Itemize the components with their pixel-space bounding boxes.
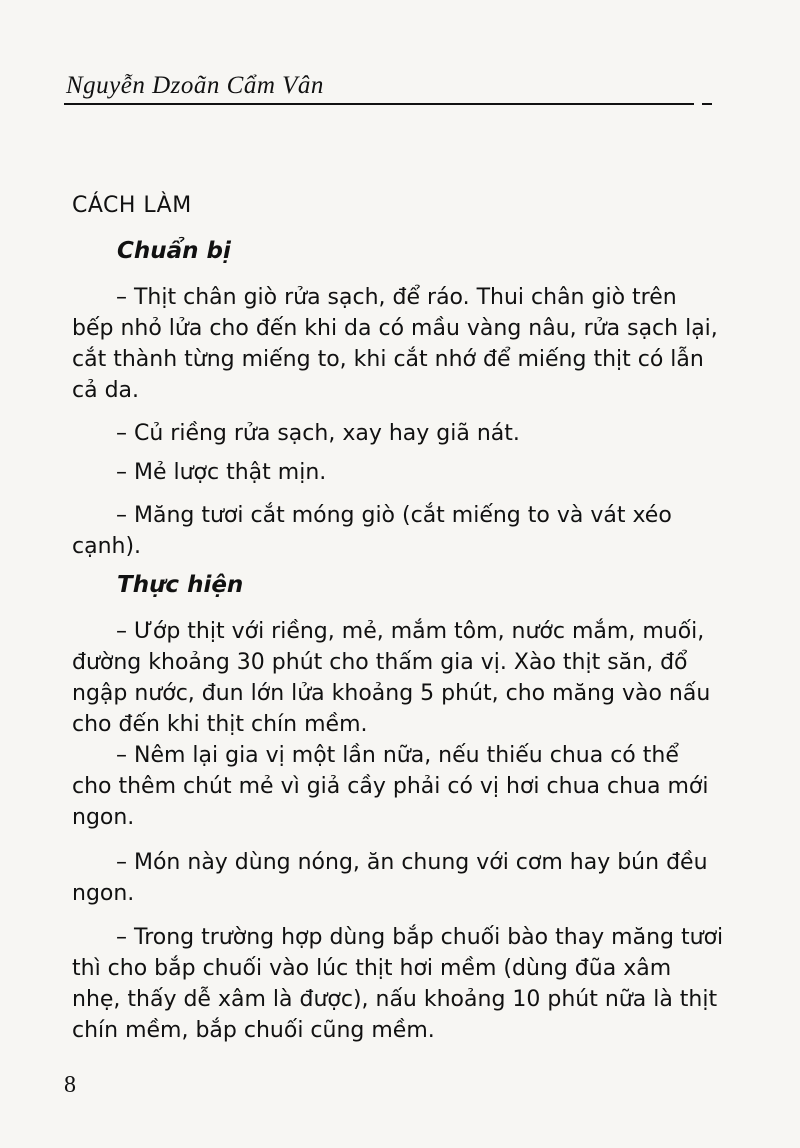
running-header-author: Nguyễn Dzoãn Cẩm Vân	[66, 72, 324, 99]
method-paragraph-4: – Trong trường hợp dùng bắp chuối bào thay măng tươi thì cho bắp chuối vào lúc thịt hơi mềm (dùng đũa xâm nhẹ, thấy dễ xâm là được), nấu khoảng 10 phút nữa là thịt chín mềm, bắp chuối cũng mềm.	[72, 925, 724, 1043]
header-rule-tick	[702, 103, 712, 105]
prep-paragraph-4: – Măng tươi cắt móng giò (cắt miếng to và vát xéo cạnh).	[72, 503, 672, 559]
method-paragraph-1: – Ướp thịt với riềng, mẻ, mắm tôm, nước mắm, muối, đường khoảng 30 phút cho thấm gia vị. Xào thịt săn, đổ ngập nước, đun lớn lửa khoảng 5 phút, cho măng vào nấu cho đến khi thịt chín mềm.	[72, 619, 711, 737]
method-paragraph-2: – Nêm lại gia vị một lần nữa, nếu thiếu chua có thể cho thêm chút mẻ vì giả cầy phải có vị hơi chua chua mới ngon.	[72, 743, 709, 830]
method-paragraph-3: – Món này dùng nóng, ăn chung với cơm hay bún đều ngon.	[72, 850, 708, 906]
prep-paragraph-1: – Thịt chân giò rửa sạch, để ráo. Thui chân giò trên bếp nhỏ lửa cho đến khi da có mầu vàng nâu, rửa sạch lại, cắt thành từng miếng to, khi cắt nhớ để miếng thịt có lẫn cả da.	[72, 285, 718, 403]
method-heading: Thực hiện	[117, 572, 244, 598]
prep-heading: Chuẩn bị	[117, 238, 231, 264]
prep-paragraph-2: – Củ riềng rửa sạch, xay hay giã nát.	[116, 421, 520, 446]
page-number: 8	[64, 1072, 76, 1098]
prep-paragraph-3: – Mẻ lược thật mịn.	[116, 460, 327, 485]
header-rule	[64, 103, 694, 105]
section-title: CÁCH LÀM	[72, 193, 192, 218]
